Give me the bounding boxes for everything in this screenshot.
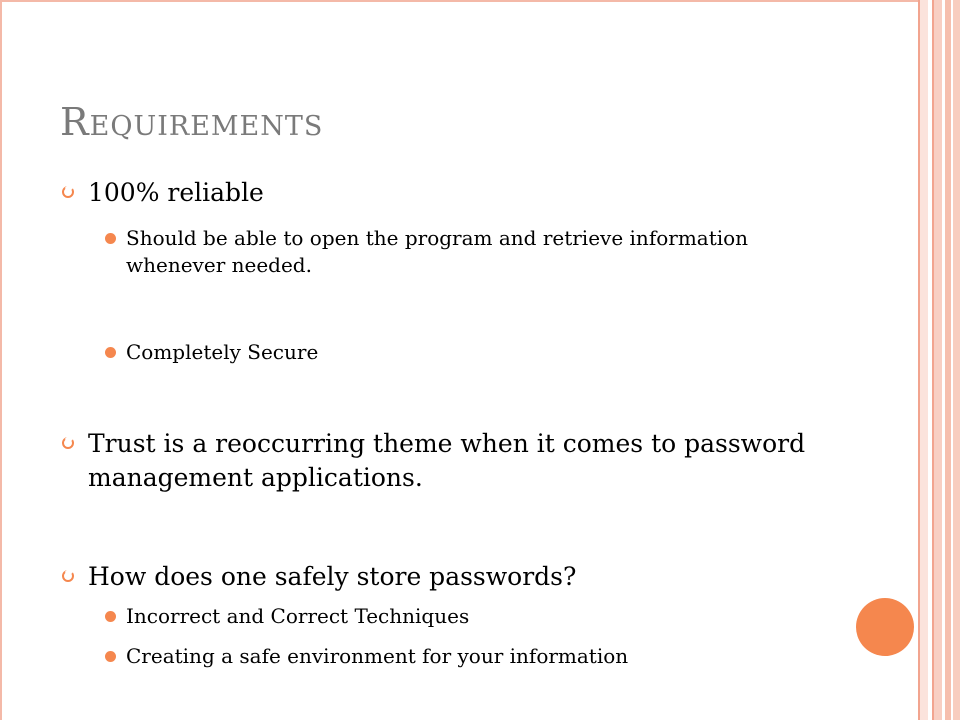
bullet-ring-icon (62, 570, 74, 582)
sub-bullet-text: Completely Secure (126, 340, 319, 364)
sub-bullet-item (126, 339, 786, 366)
sub-bullet-text: Creating a safe environment for your information (126, 644, 629, 668)
sub-bullet-item (126, 603, 786, 630)
slide-title: Requirements (60, 100, 324, 144)
bullet-text: How does one safely store passwords? (88, 562, 577, 591)
bullet-dot-icon (105, 651, 116, 662)
bullet-text: Trust is a reoccurring theme when it comes to password management applications. (88, 429, 806, 492)
bullet-dot-icon (105, 347, 116, 358)
decorative-stripe (934, 0, 942, 720)
sub-bullet-item (126, 225, 786, 279)
decorative-stripe (953, 0, 960, 720)
bullet-ring-icon (62, 186, 74, 198)
bullet-dot-icon (105, 233, 116, 244)
bullet-item (88, 176, 808, 210)
sub-bullet-text: Should be able to open the program and retrieve information whenever needed. (126, 226, 749, 277)
sub-bullet-text: Incorrect and Correct Techniques (126, 604, 470, 628)
decorative-stripe (918, 0, 928, 720)
bullet-item (88, 560, 808, 594)
sub-bullet-item (126, 643, 786, 670)
bullet-item (88, 427, 808, 495)
bullet-dot-icon (105, 611, 116, 622)
bullet-text: 100% reliable (88, 178, 264, 207)
bullet-ring-icon (62, 437, 74, 449)
